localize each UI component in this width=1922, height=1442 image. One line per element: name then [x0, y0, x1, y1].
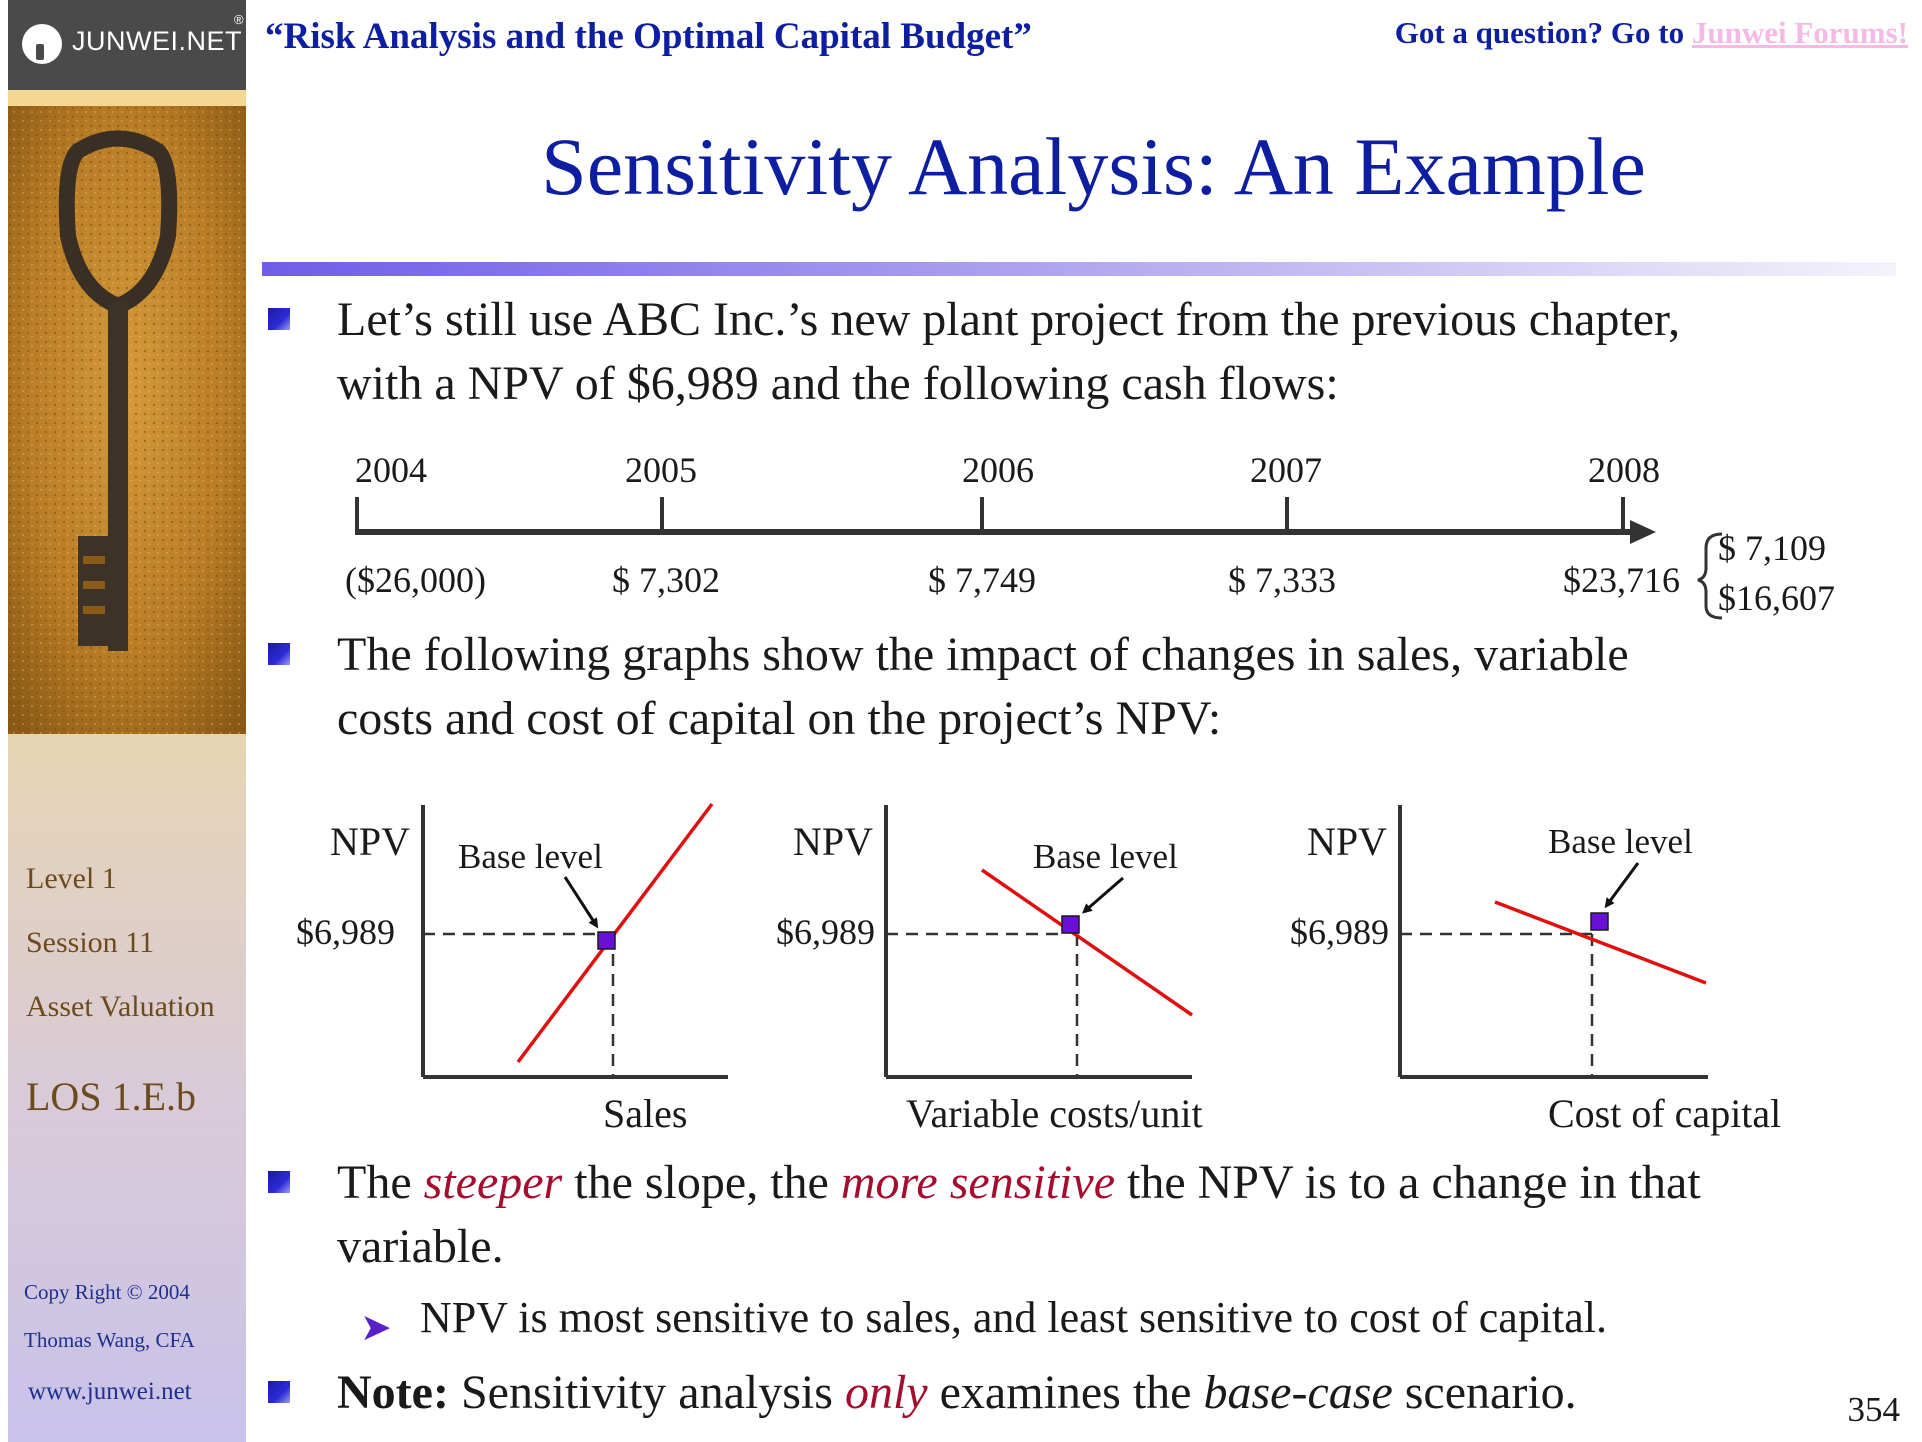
timeline-year: 2004: [355, 450, 427, 490]
base-level-label: Base level: [458, 837, 603, 876]
sensitivity-line: [982, 870, 1192, 1015]
emphasis-steeper: steeper: [423, 1156, 563, 1209]
author: Thomas Wang, CFA: [24, 1328, 195, 1352]
bullet2-line2: costs and cost of capital on the project’s NPV:: [337, 692, 1222, 745]
x-axis-label: Variable costs/unit: [906, 1091, 1203, 1136]
sidebar-level: Level 1: [26, 862, 117, 895]
note-text: Sensitivity analysis: [448, 1366, 845, 1419]
bullet3-line2: variable.: [337, 1220, 504, 1273]
sidebar-session: Session 11: [26, 926, 155, 959]
y-axis-label: NPV: [330, 819, 411, 864]
pointer-arrow-icon: [1085, 878, 1123, 911]
note-text: examines the: [927, 1366, 1204, 1419]
base-value-label: $6,989: [296, 912, 395, 952]
emphasis-more-sensitive: more sensitive: [840, 1156, 1115, 1209]
pointer-arrow-icon: [1607, 863, 1638, 905]
y-axis-label: NPV: [1307, 819, 1388, 864]
bullet3-text: The: [337, 1156, 424, 1209]
cash-flow-component: $16,607: [1718, 578, 1835, 618]
y-axis-label: NPV: [793, 819, 874, 864]
sidebar-los: LOS 1.E.b: [26, 1074, 196, 1119]
x-axis-label: Cost of capital: [1548, 1091, 1782, 1136]
emphasis-only: only: [844, 1366, 928, 1419]
forum-link[interactable]: Junwei Forums!: [1691, 15, 1908, 50]
website-link[interactable]: www.junwei.net: [28, 1378, 192, 1405]
slide-title: Sensitivity Analysis: An Example: [541, 121, 1646, 212]
sub-bullet-arrow-icon: ➤: [360, 1307, 392, 1349]
bullet1-line2: with a NPV of $6,989 and the following cash flows:: [337, 357, 1339, 410]
timeline-year: 2008: [1588, 450, 1660, 490]
bullet-marker: [268, 1381, 290, 1403]
note-label: Note:: [337, 1366, 449, 1419]
emphasis-base-case: base-case: [1203, 1366, 1393, 1419]
course-title: “Risk Analysis and the Optimal Capital Budget”: [265, 16, 1032, 57]
cash-flow-value: $ 7,749: [928, 560, 1036, 600]
base-level-marker: [1591, 913, 1608, 930]
cash-flow-value: $ 7,333: [1228, 560, 1336, 600]
timeline-year: 2006: [962, 450, 1034, 490]
x-axis-label: Sales: [603, 1091, 688, 1136]
sidebar-topic: Asset Valuation: [26, 990, 215, 1023]
pointer-arrow-icon: [565, 877, 596, 925]
registered-mark: ®: [234, 12, 244, 27]
base-level-label: Base level: [1033, 837, 1178, 876]
sub-bullet-text: NPV is most sensitive to sales, and least sensitive to cost of capital.: [420, 1293, 1608, 1342]
base-level-marker: [1062, 916, 1079, 933]
bullet3-text: the slope, the: [562, 1156, 841, 1209]
base-level-marker: [598, 932, 615, 949]
chart-cost-of-capital: [1290, 805, 1781, 1136]
note-line: [337, 1361, 1577, 1425]
cash-flow-value: $23,716: [1563, 560, 1680, 600]
bullet-marker: [268, 1171, 290, 1193]
note-text: scenario.: [1392, 1366, 1577, 1419]
bullet3-line1: [337, 1151, 1701, 1215]
cash-flow-component: $ 7,109: [1718, 528, 1826, 568]
question-prefix: Got a question? Go to: [1394, 15, 1692, 50]
bullet2-line1: The following graphs show the impact of changes in sales, variable: [337, 628, 1629, 681]
cash-flow-value: $ 7,302: [612, 560, 720, 600]
chart-sales: [296, 804, 728, 1136]
timeline-year: 2005: [625, 450, 697, 490]
bullet1-line1: Let’s still use ABC Inc.’s new plant project from the previous chapter,: [337, 293, 1681, 346]
base-level-label: Base level: [1548, 822, 1693, 861]
cash-flow-value: ($26,000): [345, 560, 486, 600]
page-number: 354: [1847, 1390, 1900, 1429]
copyright: Copy Right © 2004: [24, 1280, 190, 1304]
base-value-label: $6,989: [776, 912, 875, 952]
bullet3-text: the NPV is to a change in that: [1115, 1156, 1701, 1209]
logo-text: JUNWEI.NET: [72, 26, 242, 56]
base-value-label: $6,989: [1290, 912, 1389, 952]
timeline-year: 2007: [1250, 450, 1322, 490]
chart-variable-costs: [776, 805, 1203, 1136]
